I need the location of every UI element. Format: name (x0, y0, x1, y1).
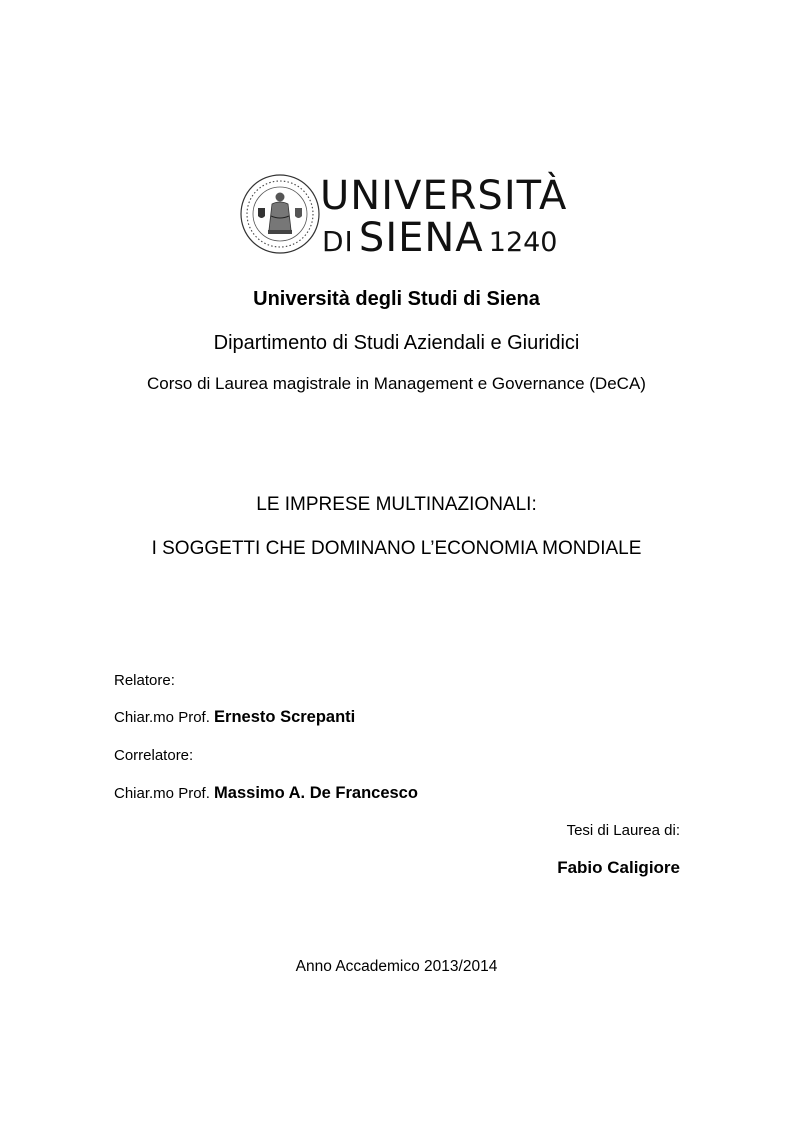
thesis-author-name: Fabio Caligiore (557, 858, 680, 877)
correlatore-line (114, 784, 418, 803)
logo-siena: SIENA (358, 215, 484, 261)
relatore-line (114, 708, 355, 727)
relatore-prefix: Chiar.mo Prof. (114, 709, 210, 726)
logo-di: DI (322, 225, 354, 258)
correlatore-name: Massimo A. De Francesco (214, 784, 418, 802)
relatore-label: Relatore: (114, 672, 175, 689)
course-name: Corso di Laurea magistrale in Management e Governance (DeCA) (147, 374, 646, 393)
academic-year: Anno Accademico 2013/2014 (295, 958, 498, 975)
thesis-title-line2: I SOGGETTI CHE DOMINANO L’ECONOMIA MONDIALE (151, 538, 642, 559)
logo-wordmark-line1: UNIVERSITÀ (320, 173, 568, 219)
university-seal-icon (238, 172, 322, 256)
logo-founding-year: 1240 (488, 227, 558, 258)
relatore-name: Ernesto Screpanti (214, 708, 356, 726)
university-name: Università degli Studi di Siena (253, 288, 540, 310)
department-name: Dipartimento di Studi Aziendali e Giuridici (213, 332, 580, 354)
thesis-title-line1: LE IMPRESE MULTINAZIONALI: (256, 494, 537, 515)
university-logo (238, 172, 568, 268)
correlatore-prefix: Chiar.mo Prof. (114, 785, 210, 802)
correlatore-label: Correlatore: (114, 747, 194, 764)
logo-wordmark-line2 (322, 216, 557, 268)
thesis-author-label: Tesi di Laurea di: (566, 822, 680, 839)
